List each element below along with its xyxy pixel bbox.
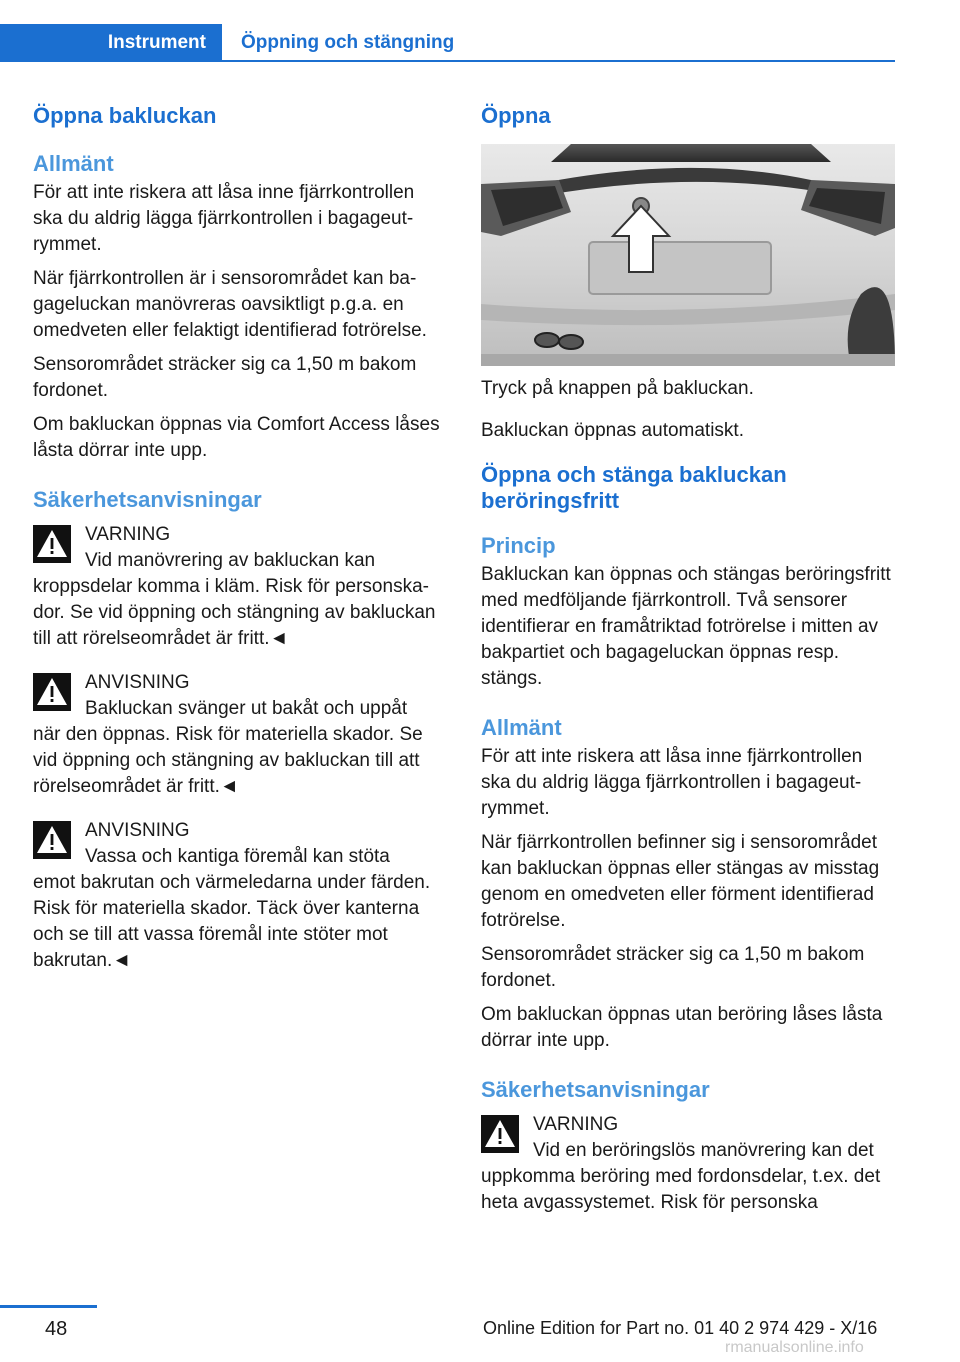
warning-triangle-icon (33, 821, 71, 859)
section-title-touchless: Öppna och stänga bakluckan beröringsfritt (481, 462, 787, 513)
warning-lead: Vid en beröringslös manövrering kan det (533, 1140, 874, 1161)
paragraph: Sensorområdet sträcker sig ca 1,50 m bakom fordonet. (33, 354, 417, 401)
heading-general: Allmänt (481, 715, 562, 740)
watermark: rmanualsonline.info (725, 1339, 864, 1356)
tailgate-photo (481, 144, 895, 366)
warning-lead: Vid manövrering av bakluckan kan (85, 550, 376, 571)
paragraph: För att inte riskera att låsa inne fjärrkontrollen ska du aldrig lägga fjärrkontrollen i bagageutrymmet. (33, 182, 415, 255)
header-tab-instrument[interactable]: Instrument (0, 24, 222, 62)
warning-label: ANVISNING (85, 820, 190, 841)
footer-rule (0, 1305, 97, 1308)
heading-principle: Princip (481, 533, 556, 558)
paragraph: För att inte riskera att låsa inne fjärrkontrollen ska du aldrig lägga fjärrkontrollen i bagageutrymmet. (481, 746, 863, 819)
warning-label: VARNING (85, 524, 171, 545)
warning-label: ANVISNING (85, 672, 190, 693)
edition-text: Online Edition for Part no. 01 40 2 974 429 - X/16 (483, 1318, 878, 1338)
paragraph: Bakluckan kan öppnas och stängas beröringsfritt med medföljande fjärrkontroll. Två sensorer identifierar en framåtriktad fotrörelse i mitten av bakpartiet och bagageluckan öppnas resp. stängs. (481, 564, 891, 689)
page-number: 48 (45, 1318, 68, 1340)
warning-body: emot bakrutan och värmeledarna under färden. Risk för materiella skador. Täck över kanterna och se till att vassa föremål inte stöter mot bakrutan.◄ (33, 872, 431, 971)
paragraph: Om bakluckan öppnas utan beröring låses låsta dörrar inte upp. (481, 1004, 883, 1051)
section-title-open: Öppna (481, 103, 551, 128)
warning-lead: Bakluckan svänger ut bakåt och uppåt (85, 698, 408, 719)
warning-label: VARNING (533, 1114, 619, 1135)
section-title-open-tailgate: Öppna bakluckan (33, 103, 217, 128)
heading-safety: Säkerhetsanvisningar (481, 1077, 710, 1102)
paragraph: När fjärrkontrollen är i sensorområdet kan bagageluckan manövreras oavsiktligt p.g.a. en omedveten eller felaktigt identifierad fotrörelse. (33, 268, 427, 341)
paragraph: Om bakluckan öppnas via Comfort Access låses låsta dörrar inte upp. (33, 414, 440, 461)
warning-body: när den öppnas. Risk för materiella skador. Se vid öppning och stängning av bakluckan till att rörelseområdet är fritt.◄ (33, 724, 423, 797)
warning-block (481, 1112, 895, 1216)
left-column (33, 100, 447, 974)
heading-general: Allmänt (33, 151, 114, 176)
right-column (481, 100, 895, 1216)
warning-triangle-icon (33, 525, 71, 563)
paragraph: När fjärrkontrollen befinner sig i sensorområdet kan bakluckan öppnas eller stängas av misstag genom en omedveten eller förment identifierad fotrörelse. (481, 832, 880, 931)
warning-block (33, 522, 447, 652)
heading-safety: Säkerhetsanvisningar (33, 487, 262, 512)
warning-triangle-icon (33, 673, 71, 711)
warning-body: uppkomma beröring med fordonsdelar, t.ex. det heta avgassystemet. Risk för personska (481, 1166, 881, 1213)
warning-body: kroppsdelar komma i kläm. Risk för personskador. Se vid öppning och stängning av bakluckan till att rörelseområdet är fritt.◄ (33, 576, 436, 649)
header-rule (222, 60, 895, 62)
warning-block (33, 670, 447, 800)
paragraph: Tryck på knappen på bakluckan. (481, 378, 754, 399)
paragraph: Bakluckan öppnas automatiskt. (481, 420, 744, 441)
car-rear-illustration-icon (481, 144, 895, 366)
warning-triangle-icon (481, 1115, 519, 1153)
page-header (0, 24, 895, 62)
paragraph: Sensorområdet sträcker sig ca 1,50 m bakom fordonet. (481, 944, 865, 991)
warning-lead: Vassa och kantiga föremål kan stöta (85, 846, 390, 867)
header-tab-opening-closing[interactable]: Öppning och stängning (241, 32, 455, 53)
warning-block (33, 818, 447, 974)
